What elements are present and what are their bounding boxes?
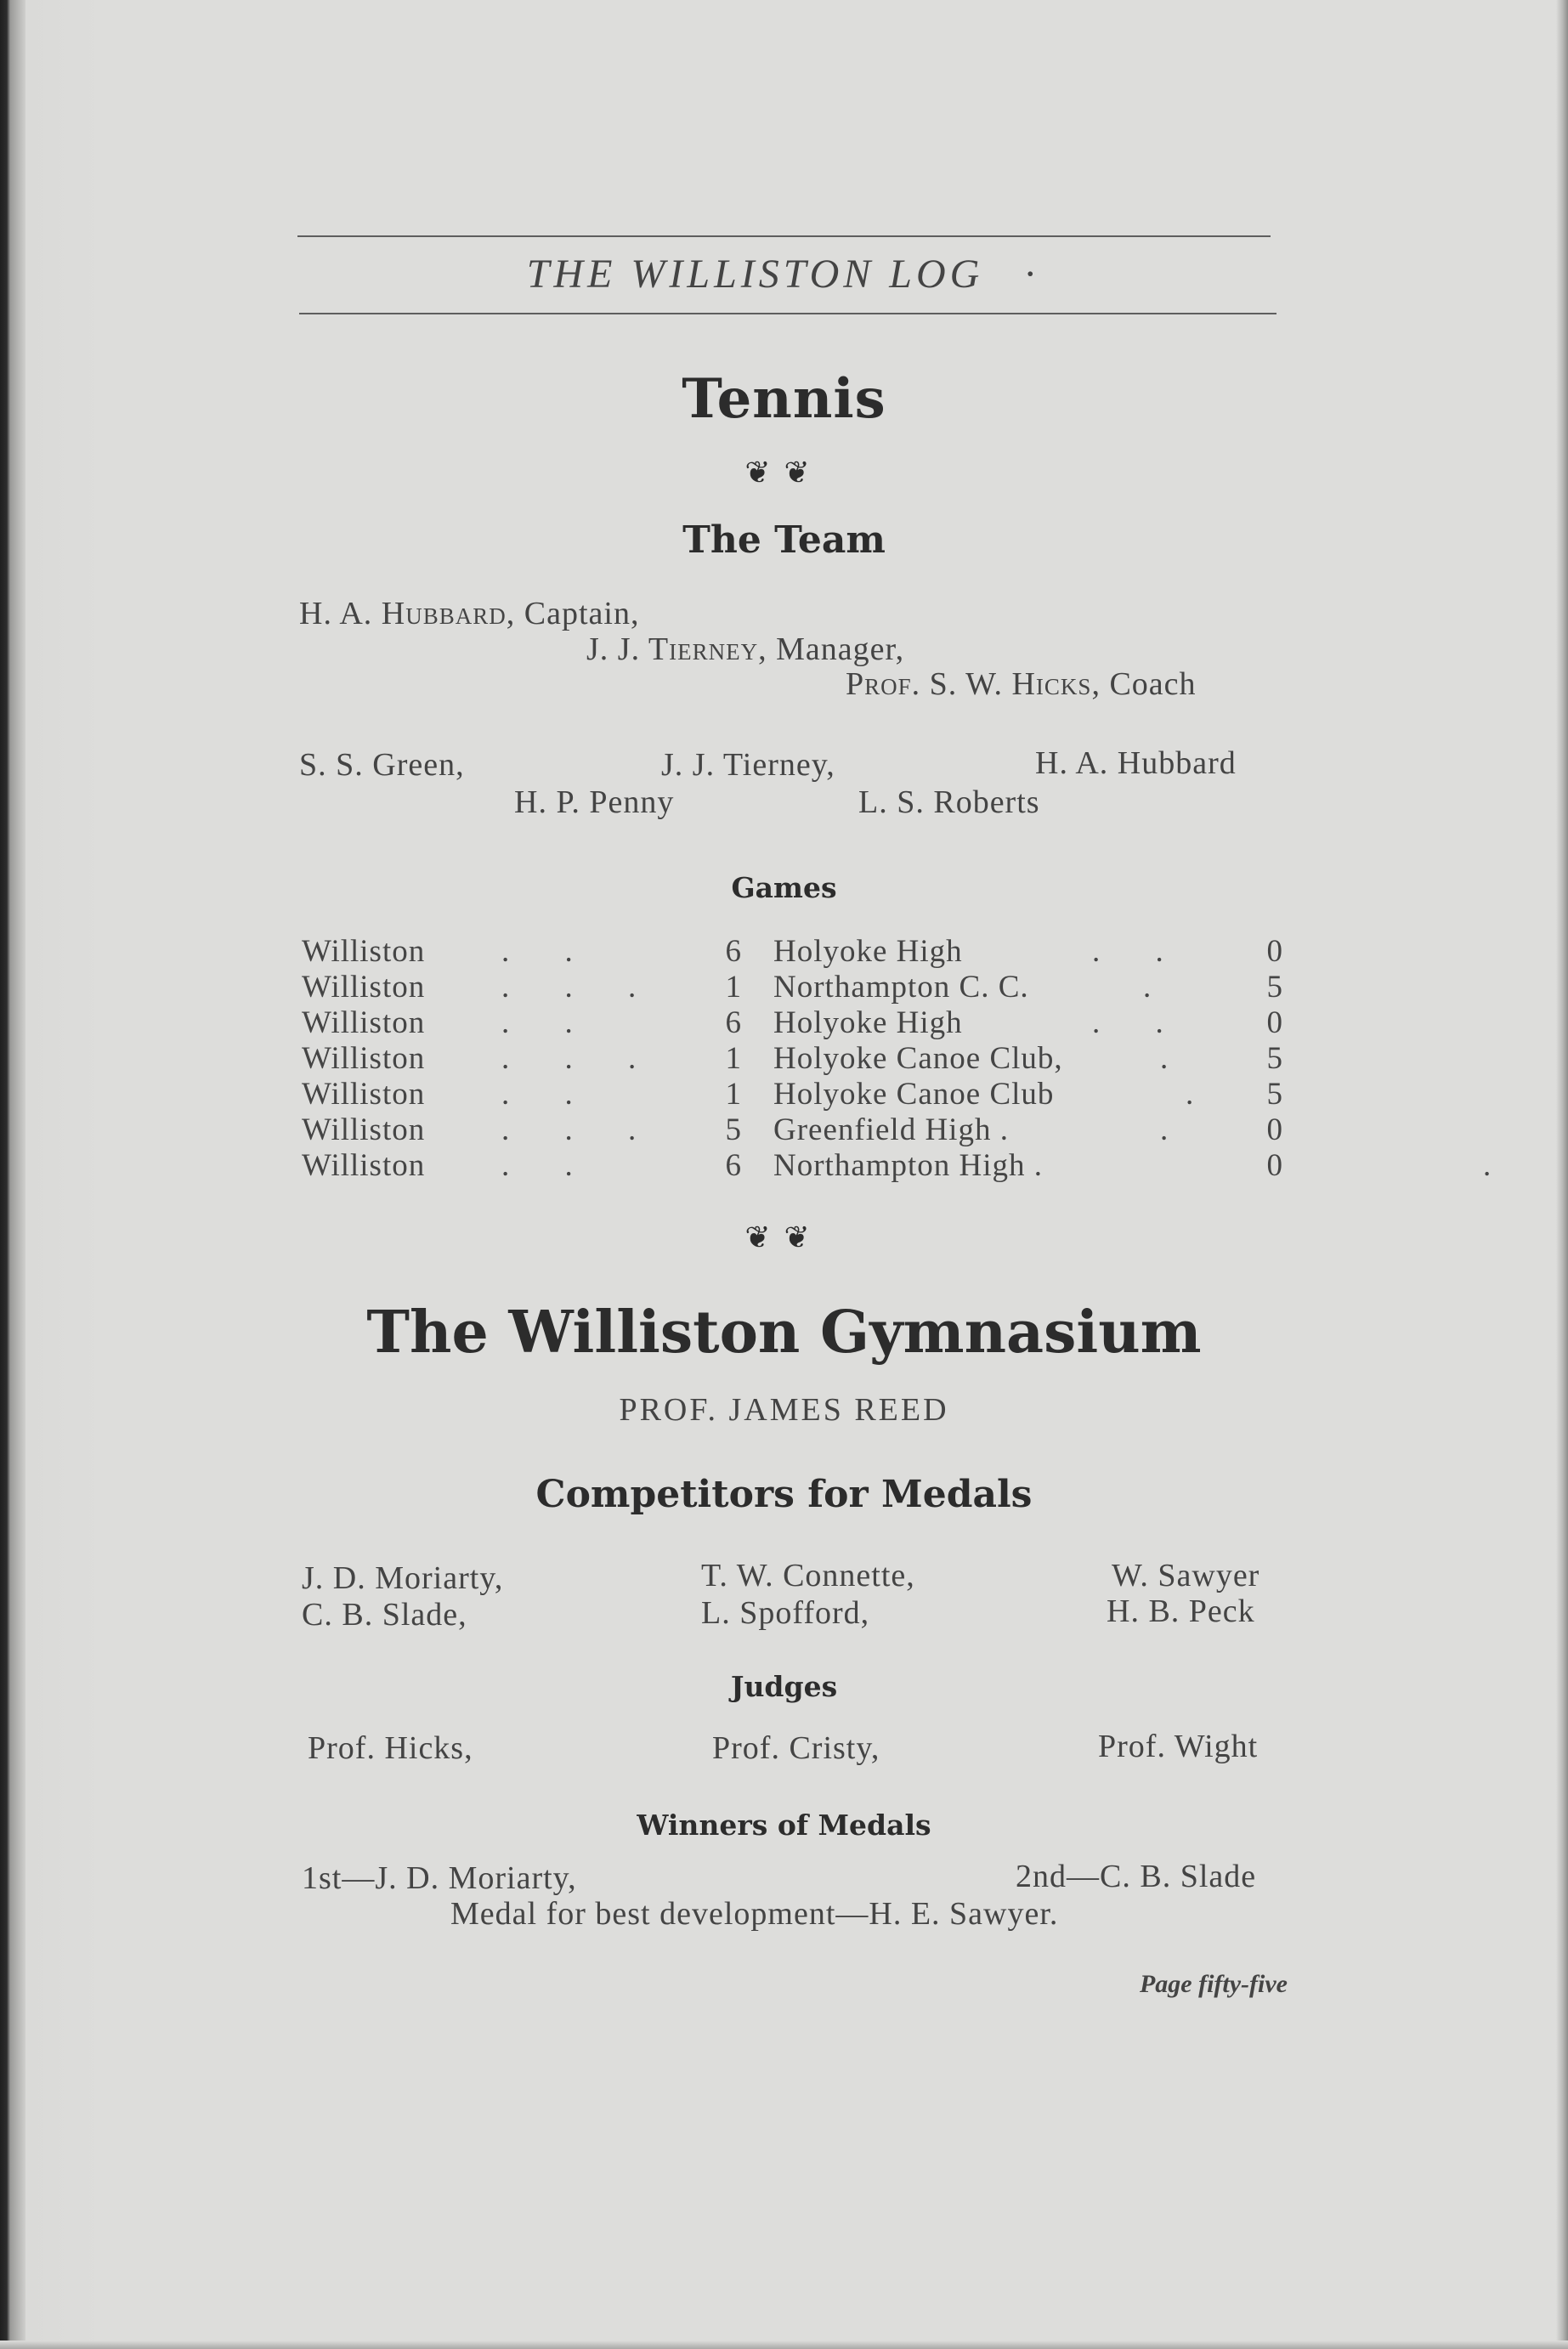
book-binding [0,0,25,2349]
page-edge-bottom [0,2341,1568,2349]
competitors-heading: Competitors for Medals [535,1473,1033,1516]
page-edge [1556,0,1568,2349]
game-team: Williston [302,1112,426,1147]
game-leader: . . [501,1077,597,1112]
game-opponent: Holyoke Canoe Club [773,1077,1055,1112]
game-score: 6 [725,934,742,969]
game-leader: . . . [501,1041,660,1076]
team-member: J. J. Tierney, [661,747,835,783]
game-team: Williston [302,1005,426,1040]
game-opp-score: 0 [1266,934,1283,969]
game-leader: . . [1092,1005,1187,1040]
game-leader: . . . [501,970,660,1005]
game-score: 6 [725,1005,742,1040]
team-member: L. S. Roberts [858,784,1040,820]
game-score: 1 [725,1077,742,1112]
game-leader: . . [501,1148,597,1183]
game-row [302,1112,1288,1147]
header-bullet: · [1023,252,1042,297]
game-team: Williston [302,970,426,1005]
competitor: T. W. Connette, [701,1558,915,1593]
competitor: H. B. Peck [1107,1593,1255,1629]
game-team: Williston [302,934,426,969]
game-opponent: Holyoke High [773,1005,963,1040]
running-title: THE WILLISTON LOG [526,252,984,297]
game-opp-score: 0 [1266,1148,1283,1183]
section-title-gymnasium: The Williston Gymnasium [366,1299,1202,1367]
game-team: Williston [302,1041,426,1076]
game-opponent: Holyoke High [773,934,963,969]
winners-heading: Winners of Medals [637,1808,931,1842]
game-leader: . . [501,934,597,969]
game-opp-score: 0 [1266,1005,1283,1040]
officer-captain: H. A. Hubbard, Captain, [299,596,640,631]
game-row [302,933,1288,969]
game-opp-score: 5 [1266,970,1283,1005]
header-top-rule [297,235,1271,237]
judge: Prof. Wight [1098,1729,1259,1764]
officer-manager: J. J. Tierney, Manager, [586,631,905,667]
team-heading: The Team [682,518,886,562]
game-opponent: Greenfield High . [773,1112,1009,1147]
game-score: 5 [725,1112,742,1147]
game-score: 6 [725,1148,742,1183]
section-title-tennis: Tennis [682,367,886,431]
ornament: ❦❦ [744,456,824,490]
judge: Prof. Hicks, [308,1730,473,1766]
game-opp-score: 5 [1266,1041,1283,1076]
game-opponent: Holyoke Canoe Club, [773,1041,1063,1076]
competitor: C. B. Slade, [302,1597,467,1633]
running-header [297,251,1271,297]
games-heading: Games [731,871,837,904]
game-leader: . [1186,1077,1218,1112]
judges-heading: Judges [730,1670,838,1703]
game-leader: . . . [501,1112,660,1147]
judge: Prof. Cristy, [712,1730,880,1766]
game-leader: . [1160,1112,1192,1147]
page-number: Page fifty-five [1139,1970,1288,1998]
competitor: L. Spofford, [701,1595,870,1631]
gymnasium-director: PROF. JAMES REED [619,1392,949,1428]
game-score: 1 [725,1041,742,1076]
game-row [302,1076,1288,1112]
game-row [302,1005,1288,1040]
game-leader: . [1483,1148,1515,1183]
officer-coach: Prof. S. W. Hicks, Coach [846,666,1197,702]
game-row [302,1147,1515,1183]
team-member: H. P. Penny [514,784,675,820]
game-opp-score: 0 [1266,1112,1283,1147]
first-place: 1st—J. D. Moriarty, [302,1860,577,1896]
team-member: H. A. Hubbard [1035,745,1237,781]
competitor: W. Sawyer [1112,1558,1260,1593]
game-leader: . . [1092,934,1187,969]
header-bottom-rule [299,313,1276,314]
second-place: 2nd—C. B. Slade [1016,1859,1257,1894]
game-leader: . [1143,970,1175,1005]
competitor: J. D. Moriarty, [302,1560,504,1596]
team-member: S. S. Green, [299,747,465,783]
game-opp-score: 5 [1266,1077,1283,1112]
game-leader: . . [501,1005,597,1040]
game-opponent: Northampton C. C. [773,970,1029,1005]
game-team: Williston [302,1077,426,1112]
game-opponent: Northampton High . [773,1148,1044,1183]
game-row [302,969,1288,1005]
game-team: Williston [302,1148,426,1183]
game-score: 1 [725,970,742,1005]
game-row [302,1040,1288,1076]
development-medal: Medal for best development—H. E. Sawyer. [450,1896,1059,1932]
game-leader: . [1160,1041,1192,1076]
ornament: ❦❦ [744,1220,824,1254]
